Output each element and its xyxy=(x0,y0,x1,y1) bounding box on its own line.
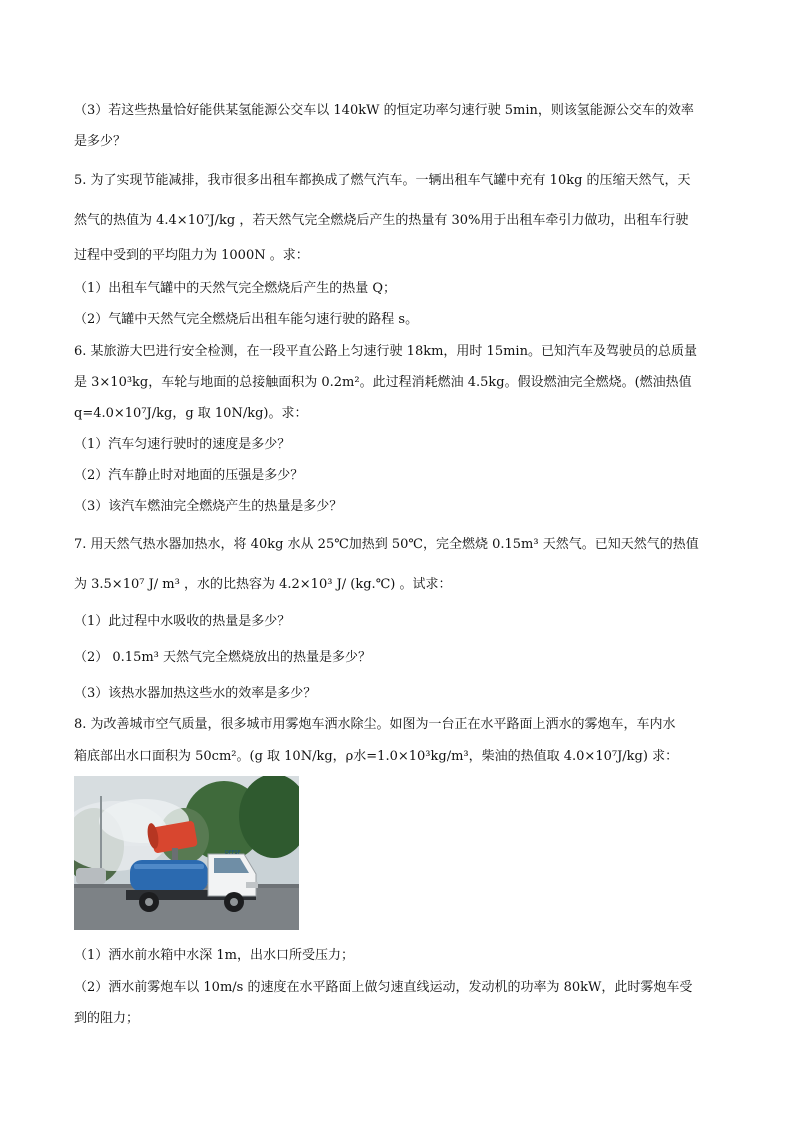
q6-line2: 是 3×10³kg，车轮与地面的总接触面积为 0.2m²。此过程消耗燃油 4.5kg。假设燃油完全燃烧。(燃油热值 xyxy=(74,375,692,390)
q8-line1: 8. 为改善城市空气质量，很多城市用雾炮车洒水除尘。如图为一台正在水平路面上洒水的雾炮车，车内水 xyxy=(74,717,676,732)
q7-line2: 为 3.5×10⁷ J/ m³ ，水的比热容为 4.2×10³ J/ (kg.℃) 。试求： xyxy=(74,577,452,592)
q8-part1: （1）洒水前水箱中水深 1m，出水口所受压力； xyxy=(74,948,355,963)
q8-line2: 箱底部出水口面积为 50cm²。(g 取 10N/kg，ρ水=1.0×10³kg/m³，柴油的热值取 4.0×10⁷J/kg) 求： xyxy=(74,749,679,764)
q5-line1: 5. 为了实现节能减排，我市很多出租车都换成了燃气汽车。一辆出租车气罐中充有 10kg 的压缩天然气，天 xyxy=(74,173,691,188)
q5-part2: （2）气罐中天然气完全燃烧后出租车能匀速行驶的路程 s。 xyxy=(74,312,419,327)
q7-line1: 7. 用天然气热水器加热水，将 40kg 水从 25℃加热到 50℃，完全燃烧 0.15m³ 天然气。已知天然气的热值 xyxy=(74,537,699,552)
q4-part3-line1: （3）若这些热量恰好能供某氢能源公交车以 140kW 的恒定功率匀速行驶 5min，则该氢能源公交车的效率 xyxy=(74,103,694,118)
q5-line2: 然气的热值为 4.4×10⁷J/kg ，若天然气完全燃烧后产生的热量有 30%用于出租车牵引力做功，出租车行驶 xyxy=(74,213,689,228)
q4-part3-line2: 是多少？ xyxy=(74,134,127,149)
q8-part2-line1: （2）洒水前雾炮车以 10m/s 的速度在水平路面上做匀速直线运动，发动机的功率为 80kW，此时雾炮车受 xyxy=(74,980,693,995)
q6-part3: （3）该汽车燃油完全燃烧产生的热量是多少？ xyxy=(74,499,343,514)
fog-cannon-truck-photo xyxy=(74,776,299,930)
q6-line1: 6. 某旅游大巴进行安全检测，在一段平直公路上匀速行驶 18km，用时 15min。已知汽车及驾驶员的总质量 xyxy=(74,344,697,359)
q5-line3: 过程中受到的平均阻力为 1000N 。求： xyxy=(74,248,309,263)
q6-line3: q=4.0×10⁷J/kg，g 取 10N/kg)。求： xyxy=(74,406,308,421)
truck-grille-label: DFFSF xyxy=(225,850,241,856)
q8-part2-line2: 到的阻力； xyxy=(74,1011,140,1026)
q6-part2: （2）汽车静止时对地面的压强是多少？ xyxy=(74,468,304,483)
q6-part1: （1）汽车匀速行驶时的速度是多少？ xyxy=(74,437,291,452)
q5-part1: （1）出租车气罐中的天然气完全燃烧后产生的热量 Q； xyxy=(74,281,397,296)
q7-part3: （3）该热水器加热这些水的效率是多少？ xyxy=(74,686,317,701)
q7-part2: （2） 0.15m³ 天然气完全燃烧放出的热量是多少？ xyxy=(74,650,372,665)
q7-part1: （1）此过程中水吸收的热量是多少？ xyxy=(74,614,291,629)
